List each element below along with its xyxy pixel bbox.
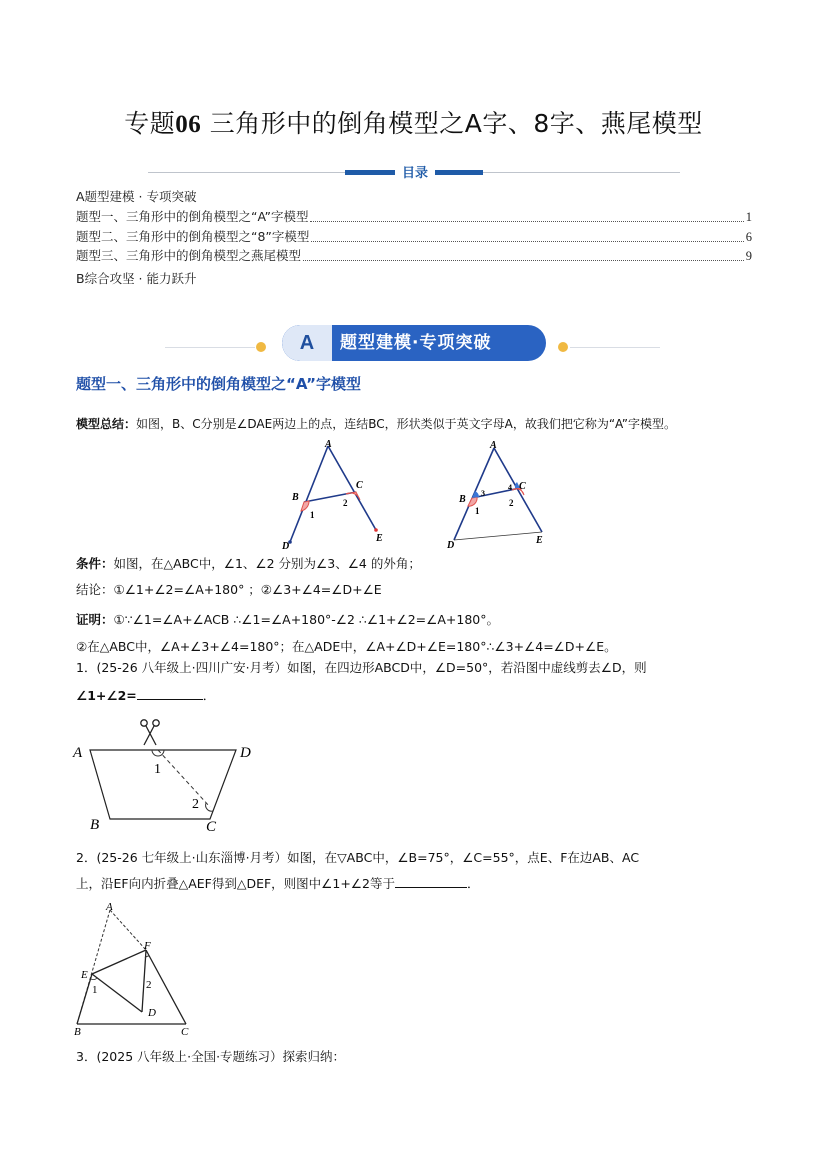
label-e: E [81, 969, 88, 981]
title-prefix: 专题 [124, 109, 176, 138]
figure-a-model-angles [444, 436, 554, 550]
condition-text: 如图，在△ABC中，∠1、∠2 分别为∠3、∠4 的外角； [113, 556, 421, 571]
label-e: E [376, 533, 383, 544]
angle-1-mark [468, 497, 477, 506]
label-angle-1: 1 [92, 984, 98, 996]
condition-label: 条件： [76, 556, 114, 571]
label-c: C [181, 1026, 189, 1038]
base-line [454, 532, 542, 540]
section-heading: 题型一、三角形中的倒角模型之“A”字模型 [76, 375, 361, 393]
proof-label: 证明： [76, 612, 114, 627]
conclusion-text: ①∠1+∠2=∠A+180° ；②∠3+∠4=∠D+∠E [113, 582, 382, 597]
toc-leader [311, 241, 743, 242]
proof-text-1: ①∵∠1=∠A+∠ACB ∴∠1=∠A+180°-∠2 ∴∠1+∠2=∠A+180°。 [113, 612, 499, 627]
label-angle-4: 4 [508, 483, 512, 492]
toc-section-a[interactable]: A题型建模 · 专项突破 [76, 189, 197, 204]
angle-2-mark [206, 803, 213, 811]
label-b: B [90, 817, 100, 833]
toc-item-label: 题型一、三角形中的倒角模型之“A”字模型 [76, 209, 309, 224]
toc-item[interactable] [76, 246, 752, 264]
summary-label: 模型总结： [76, 417, 137, 431]
q1-end: ． [202, 688, 216, 703]
toc-item-label: 题型三、三角形中的倒角模型之燕尾模型 [76, 248, 302, 263]
model-summary [76, 415, 676, 432]
label-d: D [447, 540, 455, 550]
banner-dot-right [558, 342, 568, 352]
title-rest: 三角形中的倒角模型之A字、8字、燕尾模型 [209, 109, 703, 138]
toc-item-page: 9 [745, 249, 752, 263]
condition [76, 554, 421, 572]
label-angle-2: 2 [192, 797, 199, 812]
label-c: C [356, 480, 363, 491]
toc-section-b[interactable]: B综合攻坚 · 能力跃升 [76, 271, 197, 286]
toc-item-page: 6 [745, 230, 752, 244]
answer-blank[interactable] [395, 875, 467, 888]
banner-text: 题型建模·专项突破 [340, 333, 492, 353]
point-e [374, 528, 378, 532]
proof-line-2: ②在△ABC中，∠A+∠3+∠4=180°；在△ADE中，∠A+∠D+∠E=180°∴∠3+∠4=∠D+∠E。 [76, 639, 617, 654]
toc-item-page: 1 [745, 210, 752, 224]
angle-1-mark [91, 978, 97, 980]
banner-line-right [570, 347, 660, 348]
question-2-line-1: 2．(25-26 七年级上·山东淄博·月考）如图，在▽ABC中，∠B=75°，∠C=55°，点E、F在边AB、AC [76, 850, 640, 865]
label-e: E [536, 535, 543, 546]
figure-q2-folded-triangle [70, 898, 200, 1038]
label-b: B [292, 492, 299, 503]
banner-dot-left [256, 342, 266, 352]
q2-end: ． [466, 876, 480, 891]
label-angle-1: 1 [154, 762, 161, 777]
banner-line-left [165, 347, 255, 348]
title-number: 06 [175, 111, 202, 138]
dashed-af [110, 910, 146, 950]
angle-1-mark [301, 501, 309, 511]
label-a: A [106, 901, 113, 913]
label-angle-2: 2 [509, 498, 514, 508]
question-1-line-2 [76, 686, 215, 704]
label-b: B [74, 1026, 81, 1038]
section-banner [282, 325, 546, 361]
question-2-line-2 [76, 874, 479, 892]
label-b: B [459, 494, 466, 505]
label-a: A [490, 440, 497, 451]
page-title [0, 104, 827, 140]
q2-text: 上，沿EF向内折叠△AEF得到△DEF，则图中∠1+∠2等于 [76, 876, 395, 891]
toc-item[interactable] [76, 207, 752, 225]
label-d: D [282, 541, 290, 550]
question-1-line-1: 1．(25-26 八年级上·四川广安·月考）如图，在四边形ABCD中，∠D=50°，若沿图中虚线剪去∠D，则 [76, 660, 647, 675]
label-angle-3: 3 [481, 489, 485, 498]
conclusion [76, 580, 382, 598]
q1-expression: ∠1+∠2= [76, 688, 137, 703]
label-c: C [206, 819, 217, 835]
figure-a-model [280, 438, 390, 550]
label-d: D [148, 1007, 156, 1019]
banner-badge: A [282, 325, 332, 361]
toc-item-label: 题型二、三角形中的倒角模型之“8”字模型 [76, 229, 310, 244]
answer-blank[interactable] [137, 687, 203, 700]
label-angle-2: 2 [146, 979, 152, 991]
label-a: A [73, 745, 83, 761]
figure-q1-quadrilateral [70, 715, 270, 837]
label-f: F [144, 940, 151, 952]
scissors-icon [141, 720, 159, 745]
toc-item[interactable] [76, 227, 752, 245]
angle-1-mark [152, 750, 164, 756]
cut-line [158, 750, 210, 807]
toc-leader [303, 260, 744, 261]
label-a: A [325, 439, 332, 450]
label-angle-2: 2 [343, 498, 348, 508]
label-c: C [519, 481, 526, 492]
toc-label: 目录 [395, 162, 435, 181]
conclusion-label: 结论： [76, 582, 114, 597]
label-d: D [240, 745, 251, 761]
label-angle-1: 1 [310, 510, 315, 520]
proof-line-1 [76, 610, 499, 628]
question-3-line-1: 3．(2025 八年级上·全国·专题练习）探索归纳： [76, 1049, 346, 1064]
toc-leader [310, 221, 743, 222]
summary-text: 如图，B、C分别是∠DAE两边上的点，连结BC，形状类似于英文字母A，故我们把它称为“A”字模型。 [136, 417, 676, 431]
label-angle-1: 1 [475, 506, 480, 516]
